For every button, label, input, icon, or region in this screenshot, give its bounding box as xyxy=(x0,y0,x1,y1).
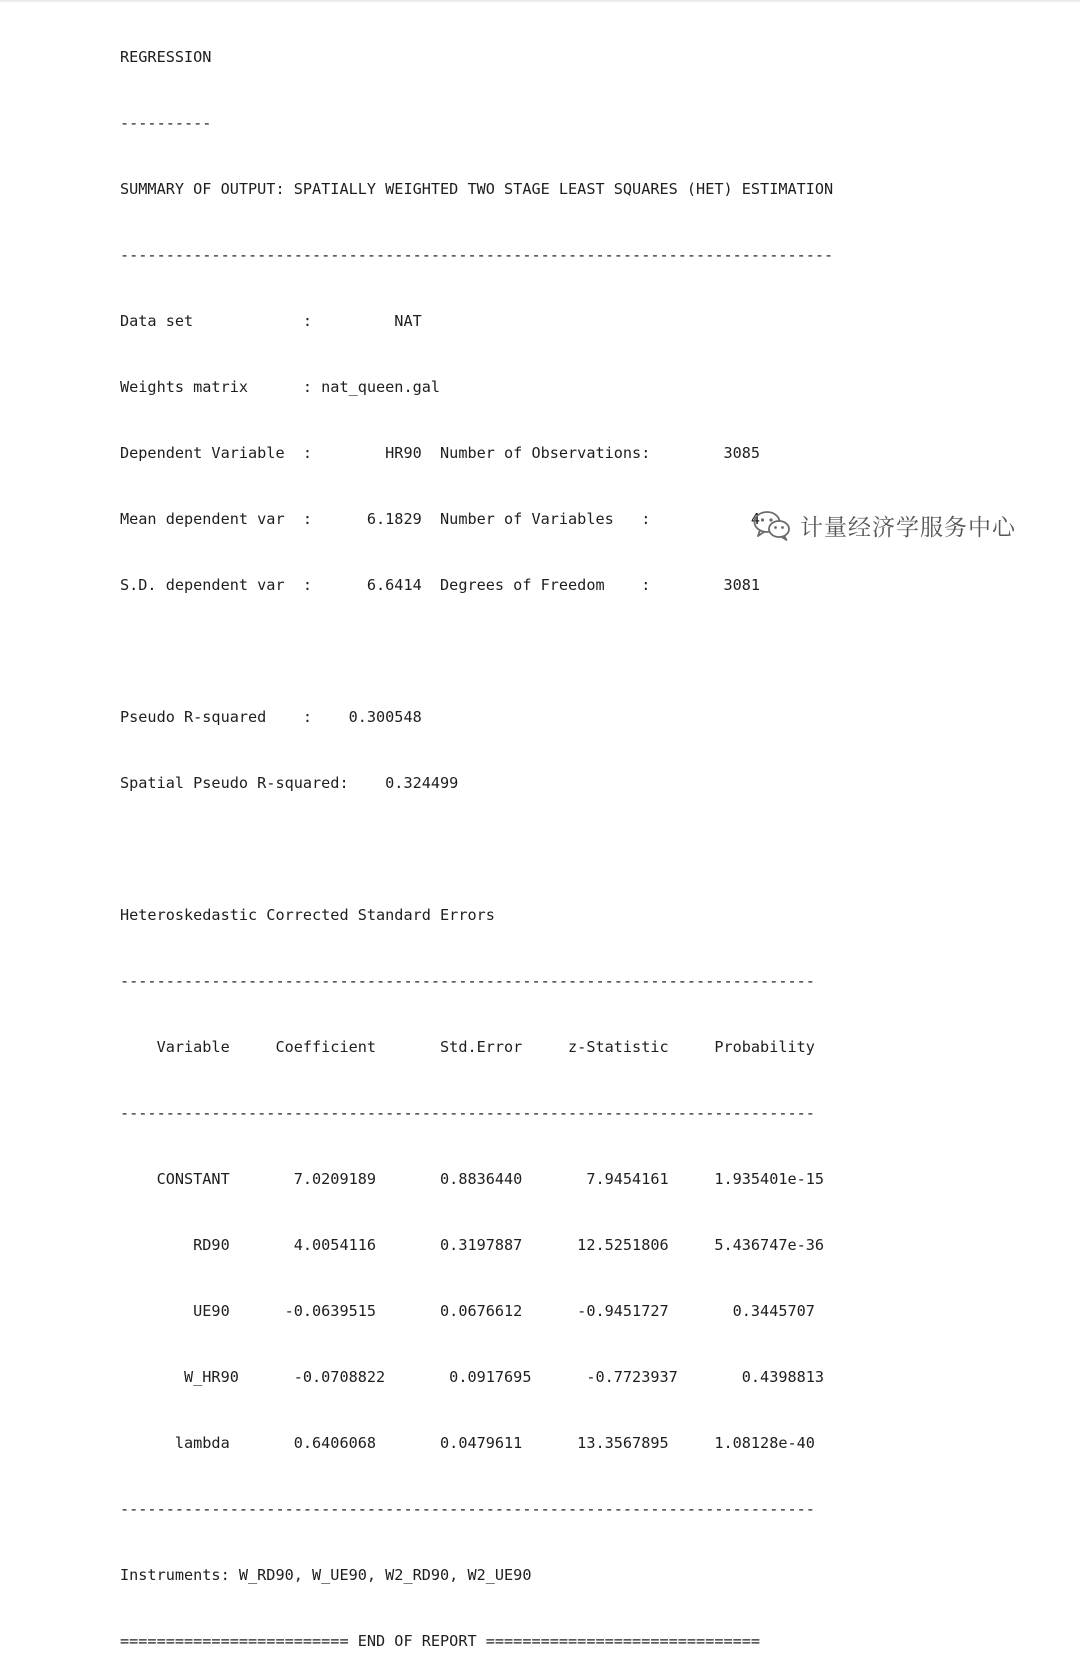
blank-line xyxy=(120,640,833,662)
wechat-icon xyxy=(752,509,792,541)
blank-line xyxy=(120,838,833,860)
end-of-report-row: ========================= END OF REPORT ============================== xyxy=(120,1632,761,1650)
table-row-w-hr90: W_HR90 -0.0708822 0.0917695 -0.7723937 0.4398813 xyxy=(120,1368,825,1386)
pseudo-r-squared-row: Pseudo R-squared : 0.300548 xyxy=(120,708,422,726)
table-row-rd90: RD90 4.0054116 0.3197887 12.5251806 5.436747e-36 xyxy=(120,1236,825,1254)
weights-matrix-row: Weights matrix : nat_queen.gal xyxy=(120,378,441,396)
table-row-lambda: lambda 0.6406068 0.0479611 13.3567895 1.08128e-40 xyxy=(120,1434,815,1452)
instruments-row: Instruments: W_RD90, W_UE90, W2_RD90, W2_UE90 xyxy=(120,1566,532,1584)
mean-dependent-row: Mean dependent var : 6.1829 Number of Variables : 4 xyxy=(120,510,761,528)
watermark xyxy=(752,508,1016,542)
table-top-divider: ---------------------------------------------------------------------------- xyxy=(120,972,815,990)
dependent-variable-row: Dependent Variable : HR90 Number of Observations: 3085 xyxy=(120,444,761,462)
standard-errors-heading: Heteroskedastic Corrected Standard Errors xyxy=(120,906,495,924)
table-header-divider: ---------------------------------------------------------------------------- xyxy=(120,1104,815,1122)
title-underline: ---------- xyxy=(120,114,212,132)
data-set-row: Data set : NAT xyxy=(120,312,422,330)
spatial-pseudo-r-squared-row: Spatial Pseudo R-squared: 0.324499 xyxy=(120,774,459,792)
report-title: REGRESSION xyxy=(120,48,212,66)
summary-divider: ------------------------------------------------------------------------------ xyxy=(120,246,834,264)
table-row-ue90: UE90 -0.0639515 0.0676612 -0.9451727 0.3445707 xyxy=(120,1302,815,1320)
regression-report xyxy=(120,2,833,1674)
table-row-constant: CONSTANT 7.0209189 0.8836440 7.9454161 1.935401e-15 xyxy=(120,1170,825,1188)
summary-heading: SUMMARY OF OUTPUT: SPATIALLY WEIGHTED TWO STAGE LEAST SQUARES (HET) ESTIMATION xyxy=(120,180,834,198)
watermark-text: 计量经济学服务中心 xyxy=(800,514,1016,541)
table-header-row: Variable Coefficient Std.Error z-Statistic Probability xyxy=(120,1038,815,1056)
sd-dependent-row: S.D. dependent var : 6.6414 Degrees of Freedom : 3081 xyxy=(120,576,761,594)
table-bottom-divider: ---------------------------------------------------------------------------- xyxy=(120,1500,815,1518)
